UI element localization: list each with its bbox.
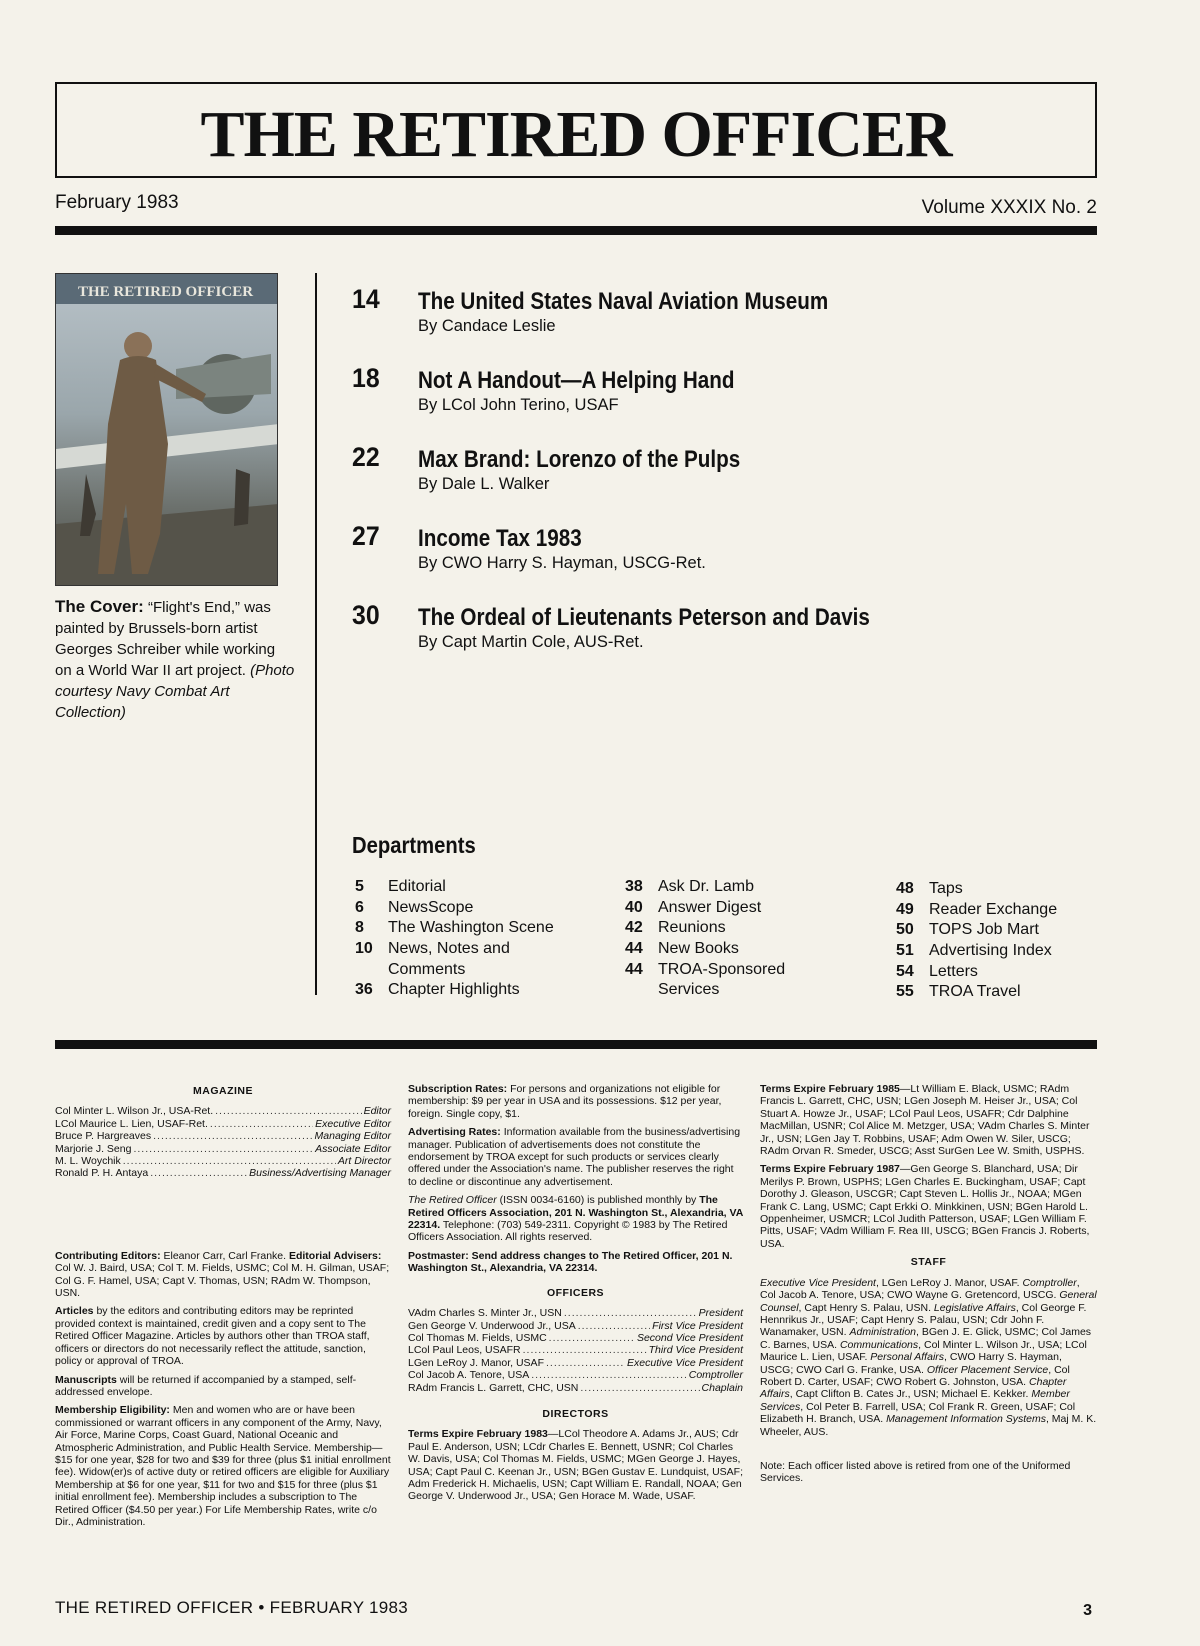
directors-heading: DIRECTORS xyxy=(542,1407,609,1420)
column-divider xyxy=(315,273,317,995)
magazine-column xyxy=(55,1083,391,1534)
directors-1985: Terms Expire February 1985—Lt William E. Black, USMC; RAdm Francis L. Garrett, CHC, USN; LGen Joseph M. Heiser Jr., USA; Col Stuart A. Howze Jr., USAF; LCol Paul Leos, USAFR; Cdr Dalphine MacMillan, USNR; Col Alice M. Metzger, USA; VAdm Charles S. Minter Jr., USN; LGen Jay T. Robbins, USAF; Adm Owen W. Siler, USCG; RAdm Orvan R. Smeder, USCG; Asst SurGen Lee W. Smith, USPHS. xyxy=(760,1083,1090,1158)
section-rule xyxy=(55,1040,1097,1049)
feature-page: 27 xyxy=(352,521,380,551)
officer-line: LCol Paul Leos, USAFR ..... Third Vice President xyxy=(408,1344,743,1356)
right-column xyxy=(760,1083,1097,1491)
header-rule xyxy=(55,226,1097,235)
feature-title: The United States Naval Aviation Museum xyxy=(418,288,829,315)
department-label: Editorial xyxy=(388,878,446,895)
department-item[interactable] xyxy=(896,983,1106,1004)
department-label: Reader Exchange xyxy=(929,900,1058,918)
department-label: Services xyxy=(658,981,720,999)
department-item[interactable] xyxy=(896,942,1106,963)
department-page: 40 xyxy=(625,898,643,916)
department-item[interactable] xyxy=(355,961,595,982)
feature-byline: By LCol John Terino, USAF xyxy=(418,396,619,414)
department-page: 49 xyxy=(896,900,914,918)
department-item[interactable] xyxy=(896,901,1106,922)
department-item[interactable] xyxy=(355,899,595,920)
postmaster-notice: Postmaster: Send address changes to The Retired Officer, 201 N. Washington St., Alexandria, VA 22314. xyxy=(408,1249,733,1275)
manuscripts-note: Manuscripts will be returned if accompanied by a stamped, self-addressed envelope. xyxy=(55,1373,357,1398)
feature-page: 22 xyxy=(352,442,380,472)
department-item[interactable] xyxy=(355,919,595,940)
cover-caption xyxy=(55,596,295,723)
department-label: News, Notes and xyxy=(388,940,510,958)
officer-line: Gen George V. Underwood Jr., USA ..... First Vice President xyxy=(408,1320,743,1332)
department-page: 51 xyxy=(896,942,914,960)
masthead-title: THE RETIRED OFFICER xyxy=(200,98,952,171)
membership-note: Membership Eligibility: Men and women who are or have been commissioned or warrant officers in any component of the Army, Navy, Air Force, Marine Corps, Coast Guard, National Oceanic and Atmospheric Administration, and Public Health Service. Membership—$15 for one year, $28 for two and $39 for three (plus $1 initial enrollment fee). Widow(er)s of active duty or retired officers are eligible for Auxiliary Membership at $6 for one year, $11 for two and $15 for three (plus $1 initial enrollment fee). Membership includes a subscription to The Retired Officer ($4.50 per year.) For Life Membership Rates, write c/o Dir., Administration. xyxy=(55,1404,391,1528)
page-number: 3 xyxy=(1083,1602,1092,1619)
department-label: Reunions xyxy=(658,919,726,937)
middle-column xyxy=(408,1083,743,1509)
staff-line: Col Minter L. Wilson Jr., USA-Ret. ..... Editor xyxy=(55,1105,391,1117)
staff-line: Ronald P. H. Antaya ..... Business/Advertising Manager xyxy=(55,1167,391,1179)
department-item[interactable] xyxy=(625,940,865,961)
staff-line: LCol Maurice L. Lien, USAF-Ret. ..... Executive Editor xyxy=(55,1118,391,1130)
department-label: New Books xyxy=(658,940,739,958)
department-label: NewsScope xyxy=(388,898,474,916)
subscription-rates: Subscription Rates: For persons and organizations not eligible for membership: $9 per year in USA and its possessions. $12 per year, foreign. Single copy, $1. xyxy=(408,1083,722,1120)
officers-heading: OFFICERS xyxy=(546,1286,605,1299)
department-label: Taps xyxy=(929,880,963,897)
department-page: 6 xyxy=(355,898,364,916)
department-page: 44 xyxy=(625,940,643,958)
department-page: 50 xyxy=(896,921,914,939)
officer-line: RAdm Francis L. Garrett, CHC, USN ..... Chaplain xyxy=(408,1382,743,1394)
department-label: Comments xyxy=(388,960,466,978)
department-item[interactable] xyxy=(355,981,595,1002)
directors-1987: Terms Expire February 1987—Gen George S. Blanchard, USA; Dir Merilys P. Brown, USPHS; LGen Charles E. Buckingham, USAF; Capt Dorothy J. Gleason, USCGR; Capt Steven L. Hollis Jr., NOAA; MGen Frank C. Lang, USMC; Capt Erkki O. Minkkinen, USN; BGen Harold L. Oppenheimer, USMCR; LCol Judith Patterson, USAF; LGen William F. Pitts, USAF; VAdm William F. Rea III, USCG; BGen Francis J. Roberts, USA. xyxy=(760,1163,1090,1250)
feature-page: 14 xyxy=(352,284,380,314)
feature-byline: By Candace Leslie xyxy=(418,317,556,335)
department-page: 55 xyxy=(896,983,914,1001)
feature-title: Not A Handout—A Helping Hand xyxy=(418,367,735,394)
department-page: 54 xyxy=(896,962,914,980)
staff-list: Executive Vice President, LGen LeRoy J. Manor, USAF. Comptroller, Col Jacob A. Tenore, USA; CWO Wayne G. Gretencord, USCG. General Counsel, Capt Henry S. Palau, USN. Legislative Affairs, Col George F. Hennrikus Jr., USAF; Capt Henry S. Palau, USN; Cdr John F. Wanamaker, USN. Administration, BGen J. E. Glick, USMC; Col James C. Barnes, USA. Communications, Col Minter L. Wilson Jr., USA; LCol Maurice L. Lien, USAF. Personal Affairs, CWO Harry S. Hayman, USCG; CWO Carl G. Franke, USA. Officer Placement Service, Col Robert D. Carter, USAF; CWO Robert G. Johnston, USA. Chapter Affairs, Capt Clifton B. Cates Jr., USN; Michael E. Kekker. Member Services, Col Peter B. Farrell, USA; Col Frank R. Green, USAF; Col Elizabeth H. Branch, USA. Management Information Systems, Maj M. K. Wheeler, AUS. xyxy=(760,1276,1097,1438)
department-page: 48 xyxy=(896,880,914,897)
department-label: The Washington Scene xyxy=(388,919,554,937)
department-item[interactable] xyxy=(625,899,865,920)
officer-line: LGen LeRoy J. Manor, USAF ..... Executive Vice President xyxy=(408,1357,743,1369)
department-item[interactable] xyxy=(625,919,865,940)
officer-line: Col Thomas M. Fields, USMC ..... Second Vice President xyxy=(408,1332,743,1344)
feature-byline: By CWO Harry S. Hayman, USCG-Ret. xyxy=(418,554,706,572)
feature-byline: By Capt Martin Cole, AUS-Ret. xyxy=(418,633,644,651)
department-item[interactable] xyxy=(625,961,865,982)
department-item[interactable] xyxy=(625,878,865,899)
cover-image xyxy=(55,273,278,586)
departments-column xyxy=(896,880,1106,1004)
department-page: 5 xyxy=(355,878,364,895)
department-label: Ask Dr. Lamb xyxy=(658,878,755,895)
department-page: 10 xyxy=(355,940,373,958)
department-page: 44 xyxy=(625,960,643,978)
issn-notice: The Retired Officer (ISSN 0034-6160) is published monthly by The Retired Officers Association, 201 N. Washington St., Alexandria, VA 22314. Telephone: (703) 549-2311. Copyright © 1983 by The Retired Officers Association. All rights reserved. xyxy=(408,1194,743,1244)
departments-column xyxy=(625,878,865,1002)
department-page: 8 xyxy=(355,919,364,937)
officer-line: VAdm Charles S. Minter Jr., USN ..... President xyxy=(408,1307,743,1319)
feature-title: Income Tax 1983 xyxy=(418,525,582,552)
department-label: TOPS Job Mart xyxy=(929,921,1039,939)
department-item[interactable] xyxy=(625,981,865,1002)
department-label: Advertising Index xyxy=(929,942,1052,960)
contributing-editors: Contributing Editors: Eleanor Carr, Carl Franke. Editorial Advisers: Col W. J. Baird, USA; Col T. M. Fields, USMC; Col M. H. Gilman, USAF; Col G. F. Hamel, USA; Capt V. Thomas, USN; RAdm W. Thompson, USN. xyxy=(55,1249,390,1300)
cover-caption-label: The Cover: xyxy=(55,597,144,616)
department-item[interactable] xyxy=(355,940,595,961)
department-label: Answer Digest xyxy=(658,898,762,916)
cover-logo: THE RETIRED OFFICER xyxy=(78,284,254,300)
department-item[interactable] xyxy=(896,963,1106,984)
footer-running-title: THE RETIRED OFFICER • FEBRUARY 1983 xyxy=(55,1598,409,1617)
department-page: 36 xyxy=(355,981,373,999)
issue-date: February 1983 xyxy=(55,192,179,213)
cover-caption-credit: (Photo courtesy Navy Combat Art Collection) xyxy=(55,662,295,721)
staff-line: M. L. Woychik ..... Art Director xyxy=(55,1155,391,1167)
staff-line: Marjorie J. Seng ..... Associate Editor xyxy=(55,1143,391,1155)
department-item[interactable] xyxy=(355,878,595,899)
issue-volume: Volume XXXIX No. 2 xyxy=(921,197,1097,218)
feature-byline: By Dale L. Walker xyxy=(418,475,550,493)
staff-line: Bruce P. Hargreaves ..... Managing Editor xyxy=(55,1130,391,1142)
department-label: Chapter Highlights xyxy=(388,981,520,999)
feature-title: Max Brand: Lorenzo of the Pulps xyxy=(418,446,741,473)
department-item[interactable] xyxy=(896,921,1106,942)
department-label: TROA-Sponsored xyxy=(658,960,786,978)
department-item[interactable] xyxy=(896,880,1106,901)
officer-line: Col Jacob A. Tenore, USA ..... Comptroller xyxy=(408,1369,743,1381)
department-label: TROA Travel xyxy=(929,983,1021,1001)
departments-column xyxy=(355,878,595,1002)
articles-note: Articles by the editors and contributing editors may be reprinted provided context is maintained, credit given and a copy sent to The Retired Officer Magazine. Articles by authors other than TROA staff, officers or directors do not necessarily reflect the attitude, sanction, policy or approval of TROA. xyxy=(55,1305,370,1368)
department-page: 38 xyxy=(625,878,643,895)
staff-heading: STAFF xyxy=(910,1256,947,1269)
feature-title: The Ordeal of Lieutenants Peterson and Davis xyxy=(418,604,870,631)
advertising-rates: Advertising Rates: Information available from the business/advertising manager. Publication of advertisements does not constitute the endorsement by TROA except for such products or services clearly offered under the Association's name. The publisher reserves the right to decline or discontinue any advertisement. xyxy=(408,1126,741,1188)
masthead-box xyxy=(55,82,1097,178)
cover-caption-text: “Flight's End,” was painted by Brussels-born artist Georges Schreiber while working on a World War II art project. xyxy=(55,599,276,679)
retired-note: Note: Each officer listed above is retired from one of the Uniformed Services. xyxy=(760,1459,1071,1485)
department-page: 42 xyxy=(625,919,643,937)
department-label: Letters xyxy=(929,962,978,980)
feature-page: 18 xyxy=(352,363,380,393)
departments-heading: Departments xyxy=(352,832,476,858)
directors-1983: Terms Expire February 1983—LCol Theodore A. Adams Jr., AUS; Cdr Paul E. Anderson, USN; LCdr Charles E. Bennett, USNR; Col Charles W. Davis, USA; Col Thomas M. Fields, USMC; MGen George J. Hayes, USA; Capt Paul C. Keenan Jr., USN; BGen Gustav E. Lundquist, USAF; Adm Frederick H. Michaelis, USN; Capt William E. Randall, NOAA; Gen George V. Underwood Jr., USA; Gen Horace M. Wade, USAF. xyxy=(408,1428,743,1503)
feature-page: 30 xyxy=(352,600,380,630)
magazine-heading: MAGAZINE xyxy=(193,1085,253,1097)
